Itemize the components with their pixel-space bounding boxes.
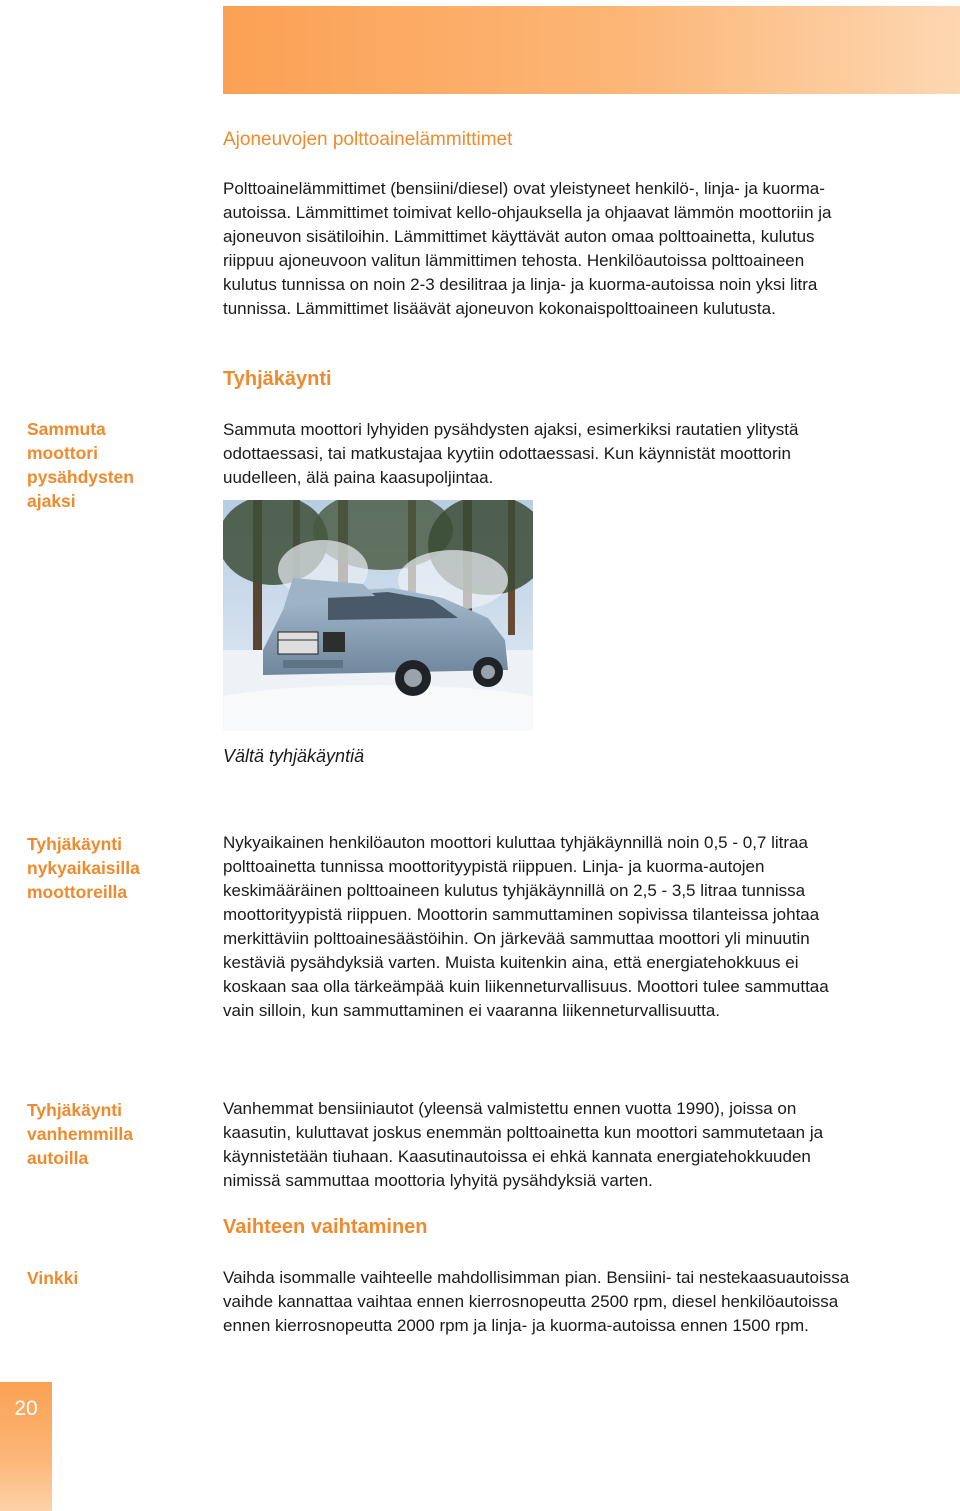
- text-line: uudelleen, älä paina kaasupoljintaa.: [223, 468, 494, 487]
- text-line: vaihde kannattaa vaihtaa ennen kierrosnopeutta 2500 rpm, diesel henkilöautoissa: [223, 1292, 839, 1311]
- idling-heading: Tyhjäkäynti: [223, 368, 332, 390]
- text-line: Nykyaikainen henkilöauton moottori kuluttaa tyhjäkäynnillä noin 0,5 - 0,7 litraa: [223, 833, 808, 852]
- page-number: 20: [14, 1397, 38, 1420]
- intro-paragraph: [223, 177, 948, 321]
- side-label-line: Sammuta: [27, 419, 106, 439]
- text-line: autoissa. Lämmittimet toimivat kello-ohjauksella ja ohjaavat lämmön moottoriin ja: [223, 203, 832, 222]
- modern-engines-side-label: [27, 832, 202, 904]
- text-line: ajoneuvon sisätiloihin. Lämmittimet käyttävät auton omaa polttoainetta, kulutus: [223, 227, 815, 246]
- text-line: vain silloin, kun sammuttaminen ei vaaranna liikenneturvallisuutta.: [223, 1001, 721, 1020]
- text-line: koskaan saa olla tärkeämpää kuin liikenneturvallisuus. Moottori tulee sammuttaa: [223, 977, 829, 996]
- older-cars-paragraph: [223, 1097, 948, 1193]
- text-line: ennen kierrosnopeutta 2000 rpm ja linja- ja kuorma-autoissa ennen 1500 rpm.: [223, 1316, 809, 1335]
- older-cars-side-label: [27, 1098, 202, 1170]
- side-label-line: vanhemmilla: [27, 1124, 134, 1144]
- text-line: odottaessasi, tai matkustajaa kyytiin odottaessasi. Kun käynnistät moottorin: [223, 444, 791, 463]
- text-line: käynnistetään tiuhaan. Kaasutinautoissa ei ehkä kannata energiatehokkuuden: [223, 1147, 811, 1166]
- text-line: Polttoainelämmittimet (bensiini/diesel) ovat yleistyneet henkilö-, linja- ja kuorma-: [223, 179, 825, 198]
- tip-side-label: Vinkki: [27, 1268, 79, 1288]
- gear-change-heading: Vaihteen vaihtaminen: [223, 1216, 428, 1238]
- side-label-line: nykyaikaisilla: [27, 858, 140, 878]
- text-line: riippuu ajoneuvoon valitun lämmittimen tehosta. Henkilöautoissa polttoaineen: [223, 251, 805, 270]
- text-line: keskimääräinen polttoaineen kulutus tyhjäkäynnillä on 2,5 - 3,5 litraa tunnissa: [223, 881, 806, 900]
- header-color-band: [223, 6, 960, 94]
- gear-change-paragraph: [223, 1266, 953, 1338]
- side-label-line: moottoreilla: [27, 882, 128, 902]
- text-line: polttoainetta tunnissa moottorityypistä riippuen. Linja- ja kuorma-autojen: [223, 857, 765, 876]
- side-label-line: Tyhjäkäynti: [27, 1100, 122, 1120]
- side-label-line: ajaksi: [27, 491, 76, 511]
- text-line: moottorityypistä riippuen. Moottorin sammuttaminen sopivissa tilanteissa johtaa: [223, 905, 820, 924]
- text-line: kestäviä pysähdyksiä varten. Muista kuitenkin aina, että energiatehokkuus ei: [223, 953, 799, 972]
- idling-side-label: [27, 417, 202, 513]
- photo-caption: Vältä tyhjäkäyntiä: [223, 746, 365, 766]
- text-line: Vanhemmat bensiiniautot (yleensä valmistettu ennen vuotta 1990), joissa on: [223, 1099, 797, 1118]
- side-label-line: moottori: [27, 443, 98, 463]
- text-line: nimissä sammuttaa moottoria lyhyitä pysähdyksiä varten.: [223, 1171, 653, 1190]
- idling-paragraph: [223, 418, 948, 490]
- side-label-line: Tyhjäkäynti: [27, 834, 122, 854]
- section-title: Ajoneuvojen polttoainelämmittimet: [223, 129, 513, 150]
- text-line: merkittäviin polttoainesäästöihin. On järkevää sammuttaa moottori yli minuutin: [223, 929, 810, 948]
- text-line: kaasutin, kuluttavat joskus enemmän polttoainetta kun moottori sammutetaan ja: [223, 1123, 824, 1142]
- text-line: tunnissa. Lämmittimet lisäävät ajoneuvon kokonaispolttoaineen kulutusta.: [223, 299, 776, 318]
- side-label-line: autoilla: [27, 1148, 89, 1168]
- text-line: kulutus tunnissa on noin 2-3 desilitraa ja linja- ja kuorma-autoissa noin yksi litra: [223, 275, 818, 294]
- modern-engines-paragraph: [223, 831, 948, 1023]
- side-label-line: pysähdysten: [27, 467, 134, 487]
- text-line: Sammuta moottori lyhyiden pysähdysten ajaksi, esimerkiksi rautatien ylitystä: [223, 420, 799, 439]
- car-in-snow-photo: [223, 500, 533, 731]
- text-line: Vaihda isommalle vaihteelle mahdollisimman pian. Bensiini- tai nestekaasuautoissa: [223, 1268, 850, 1287]
